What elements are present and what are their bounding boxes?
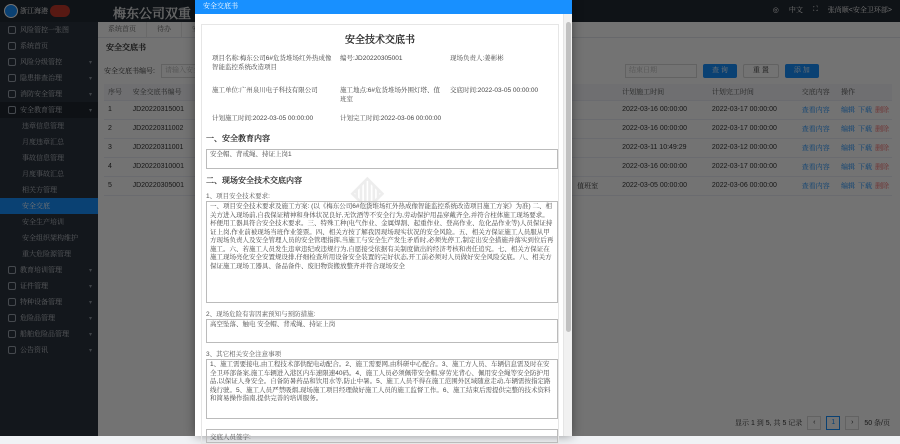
site-leader: 现场负责人:姜彬彬 <box>450 55 504 62</box>
doc-title: 安全技术交底书 <box>345 35 415 46</box>
modal-title: 安全交底书 <box>195 0 572 14</box>
document <box>201 24 559 444</box>
modal-scrollbar[interactable] <box>563 14 572 436</box>
handover-date: 交底时间:2022-03-05 00:00:00 <box>450 87 539 94</box>
meta-row-1 <box>212 53 552 83</box>
watermark: ▨ <box>344 170 388 215</box>
section-2-box-2: 高空坠落、触电 安全帽、背戒绳、持证上岗 <box>206 319 558 343</box>
section-2-label-1: 1、项目安全技术要求: <box>206 193 270 200</box>
scrollbar-thumb[interactable] <box>566 22 571 332</box>
modal-body <box>195 14 563 441</box>
section-2-box-3: 1、施工需要接电,由工程技术部供配电动配合。2、施工需要网,由科研中心配合。3、施工方人员、车辆信息需及时在安全卫环部备案,施工车辆进入港区内车速限速40码。4、施工人员必须佩带安全帽,穿劳光背心、佩用安全绳等安全防护用品,以保证人身安全。自备防暑药品和饮用水等,防止中暑。5、施工人员不得在施工范围外区域随意走动,车辆需按指定路线行驶。5、施工人员严禁吸烟,现场施工项目经理做好施工人员的施工监督工作。6、施工结束后需提供完整的技术资料和简易操作指南,提供完善的培训服务。 <box>206 359 558 419</box>
section-1-title: 一、安全教育内容 <box>206 134 270 143</box>
doc-code: 编号:JD20220305001 <box>340 55 403 62</box>
plan-end: 计划完工时间:2022-03-06 00:00:00 <box>340 115 442 122</box>
construction-place: 施工地点:6#危货堆场外围灯塔、值班室 <box>340 87 441 103</box>
plan-start: 计划施工时间:2022-03-05 00:00:00 <box>212 115 314 122</box>
meta-row-2 <box>212 85 552 105</box>
modal-dialog <box>195 0 572 441</box>
section-1-box: 安全帽、背戒绳、持证上岗1 <box>206 149 558 169</box>
construction-unit: 施工单位:广州泉川电子科技有限公司 <box>212 87 318 94</box>
section-2-title: 二、现场安全技术交底内容 <box>206 176 302 185</box>
section-2-label-3: 3、其它相关安全注意事项 <box>206 351 282 358</box>
section-2-label-2: 2、现场危险有害因素预知与预防措施: <box>206 311 316 318</box>
signature-field: 交底人员签字: <box>206 429 558 443</box>
section-2-box-1: 一、项目安全技术要求及施工方案: (以《梅东公司6#危货堆场红外热成像智能监控系统改造项目施工方案》为准) 二、相关方进入现场前,自我保证精神和身体状况良好,无饮酒等不安全行为,劳动保护用品穿戴齐全,并符合柱体施工现场要求。杯便用工器具符合安全技术要求。三、特殊工种(电气作业、金属焊割、起重作业、登高作业、危化品作业等)人员保证持证上岗,作业前被现场当班作业签票。四、相关方按了解我因现场现实状况的安全风险。五、相关方保证施工人员服从甲方现场负责人及安全管理人员的安全管理指挥,当施工与安全生产发生矛盾时,必须先停工,制定出安全措施并落实到位后再施工。六、若施工人员发生违章违纪或违规行为,自愿接受依据有关制度做出的经济考核和责任追究。七、相关方保证在施工现场亮化安全安置规设排,仔细检查所用设备安全装置的完好状态,开工前必须对人员做好安全风险交底。八、相关方保证施工现场工器具、备品备件、废旧物资搬放整齐并符合现场安全 <box>206 201 558 303</box>
project-name: 项目名称:梅东公司6#危货堆场红外热成像智能监控系统改造项目 <box>212 55 332 71</box>
